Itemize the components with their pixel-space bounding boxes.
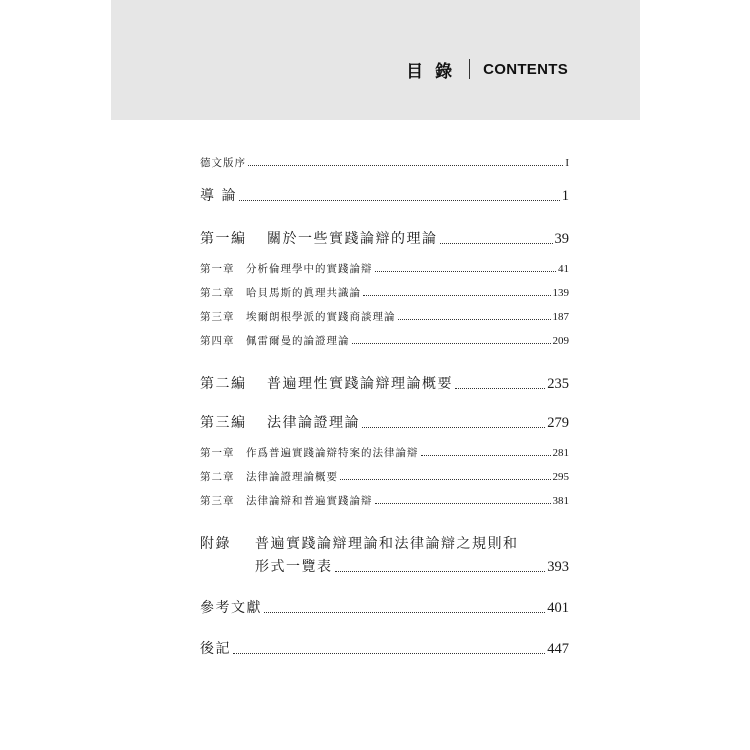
page-title: [406, 56, 568, 82]
toc-page-number: 447: [547, 641, 569, 657]
toc-entry-appendix-line-1[interactable]: [200, 533, 519, 553]
toc-page-number: 187: [552, 311, 569, 323]
toc-entry-part-3-chapter-3[interactable]: [200, 493, 569, 508]
toc-entry-part-1-chapter-4[interactable]: [200, 333, 569, 348]
toc-page-number: 279: [547, 415, 569, 431]
dot-leader: [264, 611, 545, 613]
toc-page-number: 209: [552, 335, 569, 347]
title-english: CONTENTS: [483, 60, 568, 78]
dot-leader: [440, 242, 553, 244]
toc-entry-introduction[interactable]: [200, 185, 569, 205]
toc-entry-preface[interactable]: [200, 155, 569, 170]
toc-entry-part-1-chapter-2[interactable]: [200, 285, 569, 300]
chapter-tag: 第二章: [200, 287, 235, 299]
title-divider: [469, 59, 470, 79]
dot-leader: [362, 426, 545, 428]
title-chinese: 目 錄: [406, 61, 456, 82]
toc-page-number: I: [565, 157, 569, 169]
appendix-tag: 附錄: [200, 536, 231, 552]
part-tag: 第一編: [200, 231, 247, 247]
toc-entry-part-3-chapter-1[interactable]: [200, 445, 569, 460]
dot-leader: [352, 342, 551, 344]
toc-page-number: 401: [547, 600, 569, 616]
page-header: [111, 0, 640, 120]
dot-leader: [340, 478, 551, 480]
toc-entry-label: 普遍理性實踐論辯理論概要: [267, 376, 453, 392]
chapter-tag: 第四章: [200, 335, 235, 347]
dot-leader: [239, 199, 560, 201]
chapter-tag: 第三章: [200, 311, 235, 323]
toc-page-number: 393: [547, 559, 569, 575]
toc-entry-part-2[interactable]: [200, 373, 569, 393]
chapter-tag: 第一章: [200, 263, 235, 275]
dot-leader: [421, 454, 551, 456]
toc-entry-label: 法律論證理論: [267, 415, 360, 431]
dot-leader: [363, 294, 551, 296]
toc-entry-label: 普遍實踐論辯理論和法律論辯之規則和: [255, 536, 519, 552]
toc-entry-label: 分析倫理學中的實踐論辯: [246, 263, 373, 275]
chapter-tag: 第一章: [200, 447, 235, 459]
dot-leader: [455, 387, 545, 389]
toc-entry-label: 法律論證理論概要: [246, 471, 338, 483]
chapter-tag: 第二章: [200, 471, 235, 483]
book-page: [111, 0, 640, 750]
toc-entry-label: 德文版序: [200, 157, 246, 169]
part-tag: 第三編: [200, 415, 247, 431]
dot-leader: [375, 502, 551, 504]
toc-entry-postscript[interactable]: [200, 638, 569, 658]
toc-entry-label: 關於一些實踐論辯的理論: [267, 231, 438, 247]
part-tag: 第二編: [200, 376, 247, 392]
toc-entry-label: 哈貝馬斯的眞理共識論: [246, 287, 361, 299]
dot-leader: [335, 570, 546, 572]
toc-page-number: 1: [561, 188, 569, 204]
toc-entry-appendix-line-2[interactable]: [255, 556, 569, 576]
toc-entry-label: 佩雷爾曼的論證理論: [246, 335, 350, 347]
toc-entry-label: 埃爾朗根學派的實踐商談理論: [246, 311, 396, 323]
toc-page-number: 235: [547, 376, 569, 392]
toc-page-number: 41: [558, 263, 569, 275]
dot-leader: [233, 652, 545, 654]
toc-page-number: 39: [554, 231, 569, 247]
toc-page-number: 295: [552, 471, 569, 483]
toc-entry-label: 作爲普遍實踐論辯特案的法律論辯: [246, 447, 419, 459]
toc-page-number: 281: [552, 447, 569, 459]
toc-entry-label: 參考文獻: [200, 600, 262, 616]
toc-entry-part-1-chapter-1[interactable]: [200, 261, 569, 276]
toc-entry-part-1[interactable]: [200, 228, 569, 248]
toc-entry-part-1-chapter-3[interactable]: [200, 309, 569, 324]
toc-entry-label: 形式一覽表: [255, 559, 333, 575]
toc-entry-part-3[interactable]: [200, 412, 569, 432]
toc-entry-part-3-chapter-2[interactable]: [200, 469, 569, 484]
toc-entry-references[interactable]: [200, 597, 569, 617]
toc-page-number: 139: [552, 287, 569, 299]
chapter-tag: 第三章: [200, 495, 235, 507]
toc-page-number: 381: [552, 495, 569, 507]
toc-entry-label: 法律論辯和普遍實踐論辯: [246, 495, 373, 507]
toc-entry-label: 導 論: [200, 188, 237, 204]
dot-leader: [375, 270, 557, 272]
dot-leader: [248, 164, 563, 166]
toc-entry-label: 後記: [200, 641, 231, 657]
dot-leader: [398, 318, 551, 320]
